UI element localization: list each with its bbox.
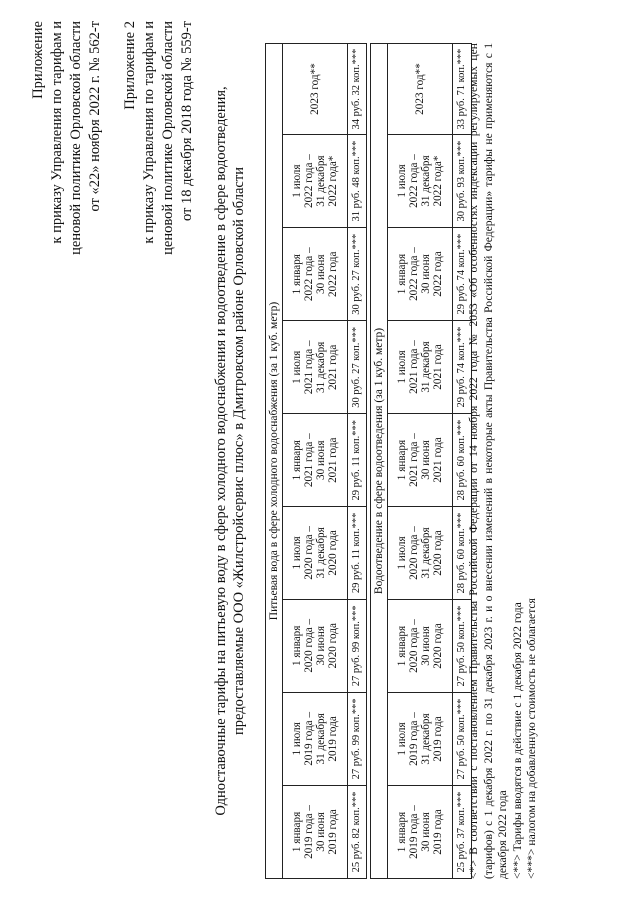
header-line: ценовой политике Орловской области (160, 21, 176, 255)
water-prices-row (348, 44, 367, 879)
period-cell: 1 июля 2020 года – 31 декабря 2020 года (388, 507, 453, 600)
sewer-periods-row (388, 44, 453, 879)
water-section-header: Питьевая вода в сфере холодного водоснабжения (за 1 куб. метр) (266, 44, 283, 879)
period-cell: 2023 год** (388, 44, 453, 135)
footnote: <**> Тарифы вводятся в действие с 1 декабря 2022 года (510, 602, 524, 879)
price-cell: 29 руб. 11 коп.*** (348, 507, 367, 600)
title-line: Одноставочные тарифы на питьевую воду в сфере холодного водоснабжения и водоотведение в сфере водоотведения, (213, 86, 229, 816)
period-cell: 1 июля 2022 года – 31 декабря 2022 года* (388, 135, 453, 228)
price-cell: 27 руб. 99 коп.*** (348, 599, 367, 692)
document-title (212, 51, 248, 851)
header-line: Приложение 2 (122, 21, 138, 110)
period-cell: 1 января 2020 года – 30 июня 2020 года (388, 600, 453, 693)
price-cell: 27 руб. 50 коп.*** (453, 693, 472, 786)
period-cell: 1 июля 2020 года – 31 декабря 2020 года (283, 507, 348, 600)
header-line: от «22» ноября 2022 г. № 562-т (87, 21, 103, 212)
appendix-2-header (121, 21, 197, 255)
price-cell: 29 руб. 11 коп.*** (348, 414, 367, 507)
period-cell: 1 января 2022 года – 30 июня 2022 года (283, 228, 348, 321)
price-cell: 34 руб. 32 коп.*** (348, 44, 367, 135)
price-cell: 28 руб. 60 коп.*** (453, 507, 472, 600)
price-cell: 29 руб. 74 коп.*** (453, 228, 472, 321)
period-cell: 1 января 2019 года – 30 июня 2019 года (283, 785, 348, 878)
price-cell: 30 руб. 27 коп.*** (348, 228, 367, 321)
price-cell: 30 руб. 93 коп.*** (453, 135, 472, 228)
sewer-section-header: Водоотведение в сфере водоотведения (за 1 куб. метр) (371, 44, 388, 879)
price-cell: 30 руб. 27 коп.*** (348, 321, 367, 414)
period-cell: 1 января 2020 года – 30 июня 2020 года (283, 599, 348, 692)
header-line: к приказу Управления по тарифам и (49, 21, 65, 244)
sewer-tariff-table (370, 43, 472, 879)
price-cell: 27 руб. 50 коп.*** (453, 600, 472, 693)
period-cell: 1 июля 2019 года – 31 декабря 2019 года (283, 692, 348, 785)
price-cell: 29 руб. 74 коп.*** (453, 321, 472, 414)
period-cell: 1 июля 2021 года – 31 декабря 2021 года (388, 321, 453, 414)
price-cell: 25 руб. 82 коп.*** (348, 785, 367, 878)
header-line: к приказу Управления по тарифам и (141, 21, 157, 244)
footnote: <*> В соответствии с постановлением Правительства Российской Федерации от 14 ноября 2022 года № 2053 «Об особенностях индексации регулируемых цен (тарифов) с 1 декабря 2022 г. по 31 декабря 2023 г. и о внесении изменений в некоторые акты Правительства Российской Федерации» тарифы не применяются с 1 декабря 2022 года (467, 43, 509, 879)
appendix-header (29, 21, 105, 255)
price-cell: 28 руб. 60 коп.*** (453, 414, 472, 507)
rotated-sheet (25, 11, 615, 891)
price-cell: 33 руб. 71 коп.*** (453, 44, 472, 135)
header-line: Приложение (30, 21, 46, 99)
header-line: от 18 декабря 2018 года № 559-т (179, 21, 195, 221)
period-cell: 1 января 2021 года – 30 июня 2021 года (283, 414, 348, 507)
period-cell: 1 июля 2021 года – 31 декабря 2021 года (283, 321, 348, 414)
price-cell: 27 руб. 99 коп.*** (348, 692, 367, 785)
footnote: <***> налогом на добавленную стоимость не облагается (525, 598, 538, 879)
period-cell: 1 января 2019 года – 30 июня 2019 года (388, 786, 453, 879)
footnotes (467, 43, 540, 879)
period-cell: 1 января 2021 года – 30 июня 2021 года (388, 414, 453, 507)
header-line: ценовой политике Орловской области (68, 21, 84, 255)
water-tariff-table (265, 43, 367, 879)
price-cell: 25 руб. 37 коп.*** (453, 786, 472, 879)
period-cell: 1 июля 2022 года – 31 декабря 2022 года* (283, 135, 348, 228)
title-line: предоставляемые ООО «Жилстройсервис плюс» в Дмитровском районе Орловской области (231, 167, 247, 735)
period-cell: 1 июля 2019 года – 31 декабря 2019 года (388, 693, 453, 786)
water-periods-row (283, 44, 348, 879)
price-cell: 31 руб. 48 коп.*** (348, 135, 367, 228)
period-cell: 2023 год** (283, 44, 348, 135)
period-cell: 1 января 2022 года – 30 июня 2022 года (388, 228, 453, 321)
